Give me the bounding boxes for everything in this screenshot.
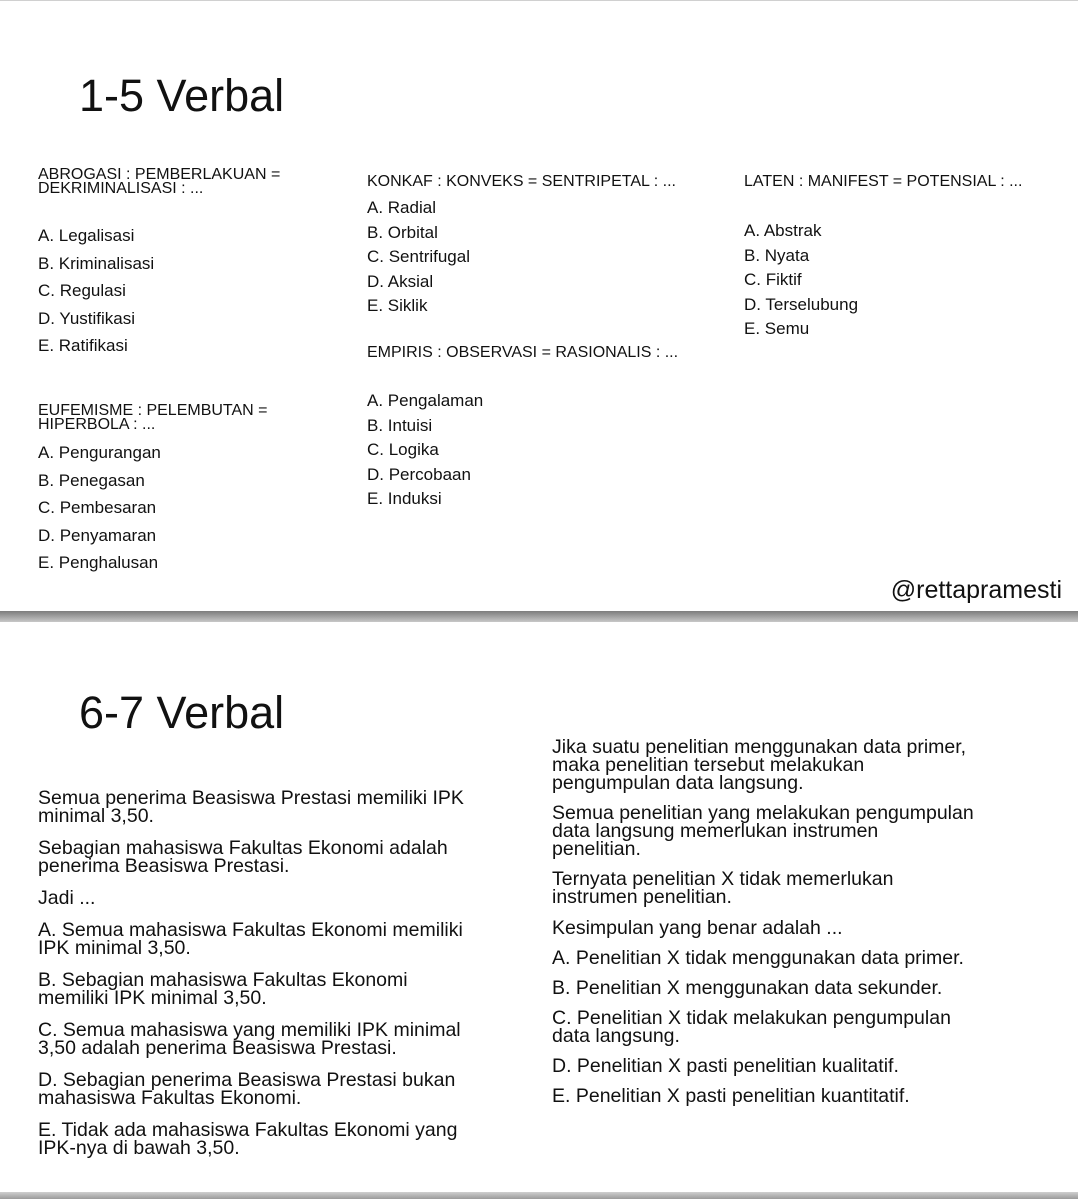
option: B. Sebagian mahasiswa Fakultas Ekonomi memiliki IPK minimal 3,50. xyxy=(38,969,408,1009)
option: A. Penelitian X tidak menggunakan data primer. xyxy=(552,947,964,969)
premise-3: Ternyata penelitian X tidak memerlukan instrumen penelitian. xyxy=(552,868,894,908)
premise-2: Semua penelitian yang melakukan pengumpulan data langsung memerlukan instrumen penelitian. xyxy=(552,802,974,860)
bottom-divider xyxy=(0,1192,1078,1199)
option-list xyxy=(367,389,678,512)
option: E. Semu xyxy=(744,319,810,338)
stem-line: ABROGASI : PEMBERLAKUAN = xyxy=(38,166,281,183)
slide-divider xyxy=(0,611,1078,622)
premise-1: Semua penerima Beasiswa Prestasi memiliki IPK minimal 3,50. xyxy=(38,787,464,827)
option: A. Pengalaman xyxy=(367,391,484,410)
option: A. Radial xyxy=(367,198,436,217)
author-handle: @rettapramesti xyxy=(890,576,1062,604)
premise-1: Jika suatu penelitian menggunakan data primer, maka penelitian tersebut melakukan pengumpulan data langsung. xyxy=(552,736,967,794)
option: D. Penelitian X pasti penelitian kualitatif. xyxy=(552,1055,899,1077)
option: C. Pembesaran xyxy=(38,498,157,517)
question-3 xyxy=(367,172,676,319)
option: A. Legalisasi xyxy=(38,226,135,245)
option: A. Pengurangan xyxy=(38,443,161,462)
question-prompt: Jadi ... xyxy=(38,887,96,909)
option: C. Fiktif xyxy=(744,270,802,289)
option: E. Ratifikasi xyxy=(38,336,128,355)
option: C. Logika xyxy=(367,440,439,459)
option: D. Terselubung xyxy=(744,294,859,314)
slide-title: 1-5 Verbal xyxy=(79,70,285,121)
question-stem: KONKAF : KONVEKS = SENTRIPETAL : ... xyxy=(367,173,676,190)
slide-title: 6-7 Verbal xyxy=(79,687,285,738)
option: B. Orbital xyxy=(367,222,438,242)
option: D. Sebagian penerima Beasiswa Prestasi bukan mahasiswa Fakultas Ekonomi. xyxy=(38,1069,456,1109)
option: C. Sentrifugal xyxy=(367,247,470,266)
option: A. Semua mahasiswa Fakultas Ekonomi memiliki IPK minimal 3,50. xyxy=(38,919,463,959)
option-list xyxy=(744,219,1022,342)
option: E. Induksi xyxy=(367,489,442,508)
question-2 xyxy=(38,404,268,577)
option: B. Penegasan xyxy=(38,470,145,490)
option: C. Penelitian X tidak melakukan pengumpulan data langsung. xyxy=(552,1007,951,1047)
stem-line: HIPERBOLA : ... xyxy=(38,416,156,433)
option: D. Yustifikasi xyxy=(38,308,136,328)
option: A. Abstrak xyxy=(744,221,822,240)
question-4 xyxy=(367,343,678,512)
stem-line: EUFEMISME : PELEMBUTAN = xyxy=(38,402,268,419)
question-6 xyxy=(38,789,464,1157)
question-prompt: Kesimpulan yang benar adalah ... xyxy=(552,917,843,939)
option: E. Penghalusan xyxy=(38,553,159,572)
question-7 xyxy=(552,738,974,1105)
option: B. Nyata xyxy=(744,245,810,265)
option-list xyxy=(38,439,268,577)
question-stem xyxy=(38,168,280,196)
option: E. Penelitian X pasti penelitian kuantitatif. xyxy=(552,1085,910,1107)
option: E. Siklik xyxy=(367,296,428,315)
question-stem: EMPIRIS : OBSERVASI = RASIONALIS : ... xyxy=(367,344,679,361)
option: B. Intuisi xyxy=(367,415,433,435)
stem-line: DEKRIMINALISASI : ... xyxy=(38,180,204,197)
slide-6-7-verbal xyxy=(0,622,1078,1199)
option: B. Penelitian X menggunakan data sekunder. xyxy=(552,977,943,999)
option: D. Aksial xyxy=(367,271,434,291)
question-stem: LATEN : MANIFEST = POTENSIAL : ... xyxy=(744,173,1023,190)
option-list xyxy=(38,222,280,360)
premise-2: Sebagian mahasiswa Fakultas Ekonomi adalah penerima Beasiswa Prestasi. xyxy=(38,837,448,877)
option: D. Penyamaran xyxy=(38,525,157,545)
question-5 xyxy=(744,172,1022,342)
question-stem xyxy=(38,404,268,432)
option: E. Tidak ada mahasiswa Fakultas Ekonomi yang IPK-nya di bawah 3,50. xyxy=(38,1119,458,1159)
option: D. Percobaan xyxy=(367,464,471,484)
option: C. Semua mahasiswa yang memiliki IPK minimal 3,50 adalah penerima Beasiswa Prestasi. xyxy=(38,1019,461,1059)
question-1 xyxy=(38,168,280,360)
option: B. Kriminalisasi xyxy=(38,253,155,273)
option-list xyxy=(367,196,676,319)
option: C. Regulasi xyxy=(38,281,126,300)
